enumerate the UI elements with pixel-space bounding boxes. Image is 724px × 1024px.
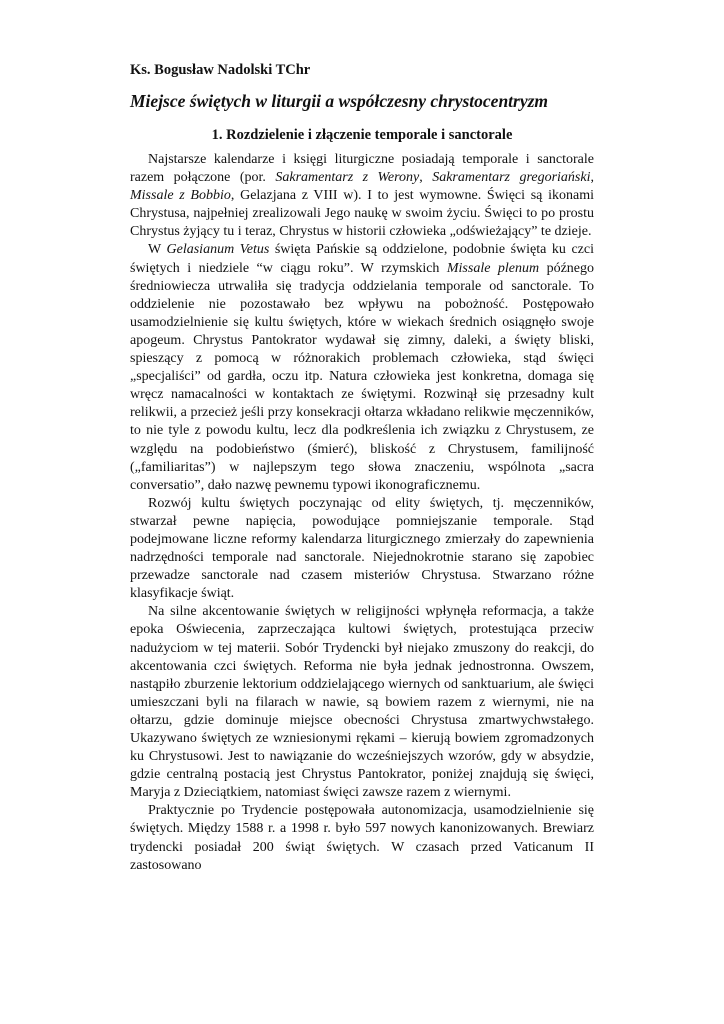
paragraph-4: Na silne akcentowanie świętych w religijności wpłynęła reformacja, a także epoka Oświecenia, zaprzeczająca kultowi świętych, protestująca przeciw nadużyciom w tej materii. Sobór Trydencki był niejako zmuszony do reakcji, do akcentowania czci świętych. Reforma nie była jednak jednostronna. Owszem, nastąpiło zburzenie lektorium oddzielającego wiernych od sanktuarium, ale święci umieszczani byli na filarach w nawie, są bowiem razem z wiernymi, nie na ołtarzu, gdzie dominuje miejsce obecności Chrystusa zmartwychwstałego. Ukazywano świętych ze wzniesionymi rękami – kierują bowiem zgromadzonych ku Chrystusowi. Jest to nawiązanie do wcześniejszych wzorów, gdy w absydzie, gdzie centralną postacią jest Chrystus Pantokrator, poniżej znajdują się święci, Maryja z Dzieciątkiem, natomiast święci zawsze razem z wiernymi. (130, 604, 594, 801)
source-title: Sakramentarz z Werony (275, 170, 420, 186)
article-title: Miejsce świętych w liturgii a współczesny chrystocentryzm (130, 91, 549, 111)
paragraph-3: Rozwój kultu świętych poczynając od elity świętych, tj. męczenników, stwarzał pewne napięcia, powodujące pomniejszanie temporale. Stąd podejmowane liczne reformy kalendarza liturgicznego zmierzały do zapewnienia nadrzędności temporale nad sanctorale. Niejednokrotnie starano się zapobiec przewadze sanctorale nad czasem misteriów Chrystusa. Stwarzano różne klasyfikacje świąt. (130, 495, 594, 602)
paragraph-5: Praktycznie po Trydencie postępowała autonomizacja, usamodzielnienie się świętych. Między 1588 r. a 1998 r. było 597 nowych kanonizowanych. Brewiarz trydencki posiadał 200 świąt świętych. W czasach przed Vaticanum II zastosowano (130, 803, 594, 873)
paragraph-1 (130, 151, 594, 241)
section-heading: 1. Rozdzielenie i złączenie temporale i sanctorale (211, 127, 513, 143)
text-run: W (148, 242, 167, 258)
source-title: Missale z Bobbio (130, 188, 231, 204)
text-run: , (590, 170, 594, 186)
article-body (130, 151, 594, 875)
text-run: , Gelazjana z VIII w). I to jest wymowne. Święci są ikonami Chrystusa, najpełniej zrealizowali Jego naukę w swoim życiu. Święci to po prostu Chrystus żyjący tu i teraz, Chrystus w historii człowieka „odświeżający” te dzieje. (130, 188, 594, 240)
text-run: późnego średniowiecza utrwaliła się tradycja oddzielania temporale od sanctorale. To oddzielenie nie pozostawało bez wpływu na pobożność. Postępowało usamodzielnienie się kultu świętych, które w wiekach średnich osiągnęło swoje apogeum. Chrystus Pantokrator wydawał się zimny, daleki, a święty bliski, spieszący z pomocą w różnorakich problemach człowieka, stąd święci „specjaliści” od gardła, oczu itp. Natura człowieka jest konkretna, domaga się wręcz namacalności w kontaktach ze świętymi. Rozwinął się przesadny kult relikwii, a przecież jeśli przy konsekracji ołtarza wkładano relikwie męczenników, to nie tyle z powodu kultu, lecz dla podkreślenia ich związku z Chrystusem, ze względu na podobieństwo (śmierć), bliskość z Chrystusem, familijność („familiaritas”) w najlepszym tego słowa znaczeniu, wspólnota „sacra conversatio”, dało nazwę pewnemu typowi ikonograficznemu. (130, 260, 594, 493)
source-title: Missale plenum (446, 260, 540, 276)
author-name: Ks. Bogusław Nadolski TChr (130, 62, 311, 78)
paragraph-2 (130, 241, 594, 494)
source-title: Gelasianum Vetus (166, 242, 270, 258)
text-run: Najstarsze kalendarze i księgi liturgiczne posiadają temporale i sanctorale razem połączone (por. (130, 152, 594, 186)
text-run: święta Pańskie są oddzielone, podobnie święta ku czci świętych i niedziele “w ciągu roku”. W rzymskich (130, 242, 594, 276)
text-run: , (419, 170, 433, 186)
source-title: Sakramentarz gregoriański (432, 170, 591, 186)
